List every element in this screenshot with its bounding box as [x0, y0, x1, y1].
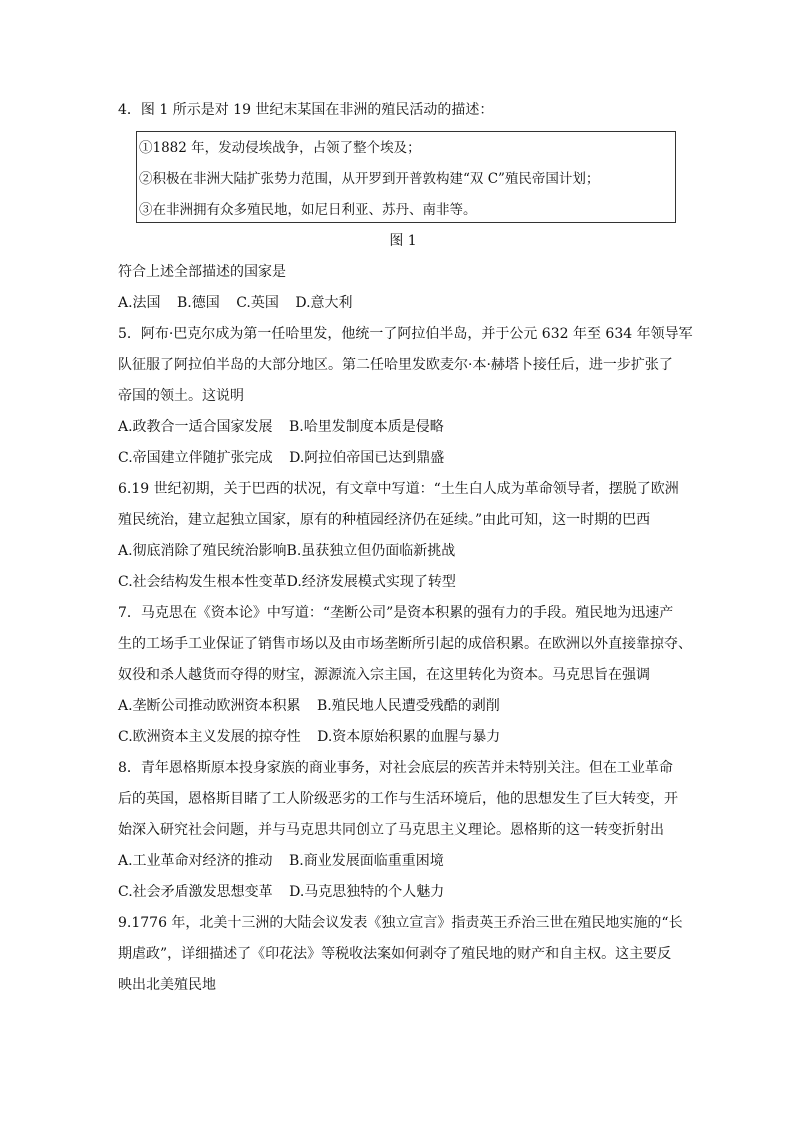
q7-option-a: A.垄断公司推动欧洲资本积累: [118, 698, 301, 714]
q8-options-row-2: [118, 882, 688, 902]
q7-stem: [118, 603, 692, 685]
q5-options-row-1: [118, 417, 688, 437]
q5-line-2: 队征服了阿拉伯半岛的大部分地区。第二任哈里发欧麦尔·本·赫塔卜接任后，进一步扩张了: [118, 357, 673, 373]
q6-line-1: 6.19 世纪初期，关于巴西的状况，有文章中写道：“土生白人成为革命领导者，摆脱了欧洲: [118, 481, 679, 497]
q4-option-c: C.英国: [236, 295, 279, 311]
q7-option-d: D.资本原始积累的血腥与暴力: [317, 729, 501, 745]
q7-options-row-2: [118, 727, 688, 747]
q4-question: 符合上述全部描述的国家是: [118, 264, 286, 280]
q4-options: [118, 293, 688, 313]
q7-line-2: 生的工场手工业保证了销售市场以及由市场垄断所引起的成倍积累。在欧洲以外直接靠掠夺、: [118, 636, 692, 652]
q5-options-row-2: [118, 448, 688, 468]
q9-stem: [118, 913, 688, 995]
q5-stem: [118, 324, 693, 406]
q7-option-c: C.欧洲资本主义发展的掠夺性: [118, 729, 301, 745]
q8-option-d: D.马克思独特的个人魅力: [289, 884, 445, 900]
q8-stem: [118, 758, 688, 840]
q4-figure-box: [136, 131, 676, 223]
q6-options-row-1: A.彻底消除了殖民统治影响B.虽获独立但仍面临新挑战: [118, 543, 456, 559]
q4-box-line-3: ③在非洲拥有众多殖民地，如尼日利亚、苏丹、南非等。: [139, 202, 477, 218]
q8-option-b: B.商业发展面临重重困境: [289, 853, 444, 869]
q8-options-row-1: [118, 851, 688, 871]
q5-option-a: A.政教合一适合国家发展: [118, 419, 273, 435]
q4-figure-caption: 图 1: [389, 233, 417, 249]
q9-line-2: 期虐政”，详细描述了《印花法》等税收法案如何剥夺了殖民地的财产和自主权。这主要反: [118, 946, 672, 962]
q4-box-line-1: ①1882 年，发动侵埃战争，占领了整个埃及；: [139, 140, 421, 156]
q8-option-a: A.工业革命对经济的推动: [118, 853, 273, 869]
exam-page: [118, 100, 693, 1006]
q6-line-2: 殖民统治，建立起独立国家，原有的种植园经济仍在延续。”由此可知，这一时期的巴西: [118, 512, 651, 528]
q5-option-b: B.哈里发制度本质是侵略: [289, 419, 444, 435]
q5-option-c: C.帝国建立伴随扩张完成: [118, 450, 273, 466]
q5-option-d: D.阿拉伯帝国已达到鼎盛: [289, 450, 445, 466]
q7-options-row-1: [118, 696, 688, 716]
q8-line-3: 始深入研究社会问题，并与马克思共同创立了马克思主义理论。恩格斯的这一转变折射出: [118, 822, 664, 838]
q8-line-1: 8．青年恩格斯原本投身家族的商业事务，对社会底层的疾苦并未特别关注。但在工业革命: [118, 760, 673, 776]
q5-line-1: 5．阿布·巴克尔成为第一任哈里发，他统一了阿拉伯半岛，并于公元 632 年至 634 年领导军: [118, 326, 693, 342]
q4-option-b: B.德国: [177, 295, 220, 311]
q6-options-row-2: C.社会结构发生根本性变革D.经济发展模式实现了转型: [118, 574, 456, 590]
q8-option-c: C.社会矛盾激发思想变革: [118, 884, 273, 900]
q7-option-b: B.殖民地人民遭受残酷的剥削: [317, 698, 500, 714]
q4-option-a: A.法国: [118, 295, 161, 311]
q4-stem: 4．图 1 所示是对 19 世纪末某国在非洲的殖民活动的描述：: [118, 102, 494, 118]
q8-line-2: 后的英国，恩格斯目睹了工人阶级恶劣的工作与生活环境后，他的思想发生了巨大转变，开: [118, 791, 678, 807]
q7-line-1: 7．马克思在《资本论》中写道：“垄断公司”是资本积累的强有力的手段。殖民地为迅速产: [118, 605, 674, 621]
q5-line-3: 帝国的领土。这说明: [118, 388, 244, 404]
q7-line-3: 奴役和杀人越货而夺得的财宝，源源流入宗主国，在这里转化为资本。马克思旨在强调: [118, 667, 650, 683]
q6-stem: [118, 479, 688, 530]
q9-line-1: 9.1776 年，北美十三洲的大陆会议发表《独立宣言》指责英王乔治三世在殖民地实施的“长: [118, 915, 683, 931]
q9-line-3: 映出北美殖民地: [118, 977, 216, 993]
q4-option-d: D.意大利: [295, 295, 353, 311]
q4-box-line-2: ②积极在非洲大陆扩张势力范围，从开罗到开普敦构建“双 C”殖民帝国计划；: [139, 171, 600, 187]
